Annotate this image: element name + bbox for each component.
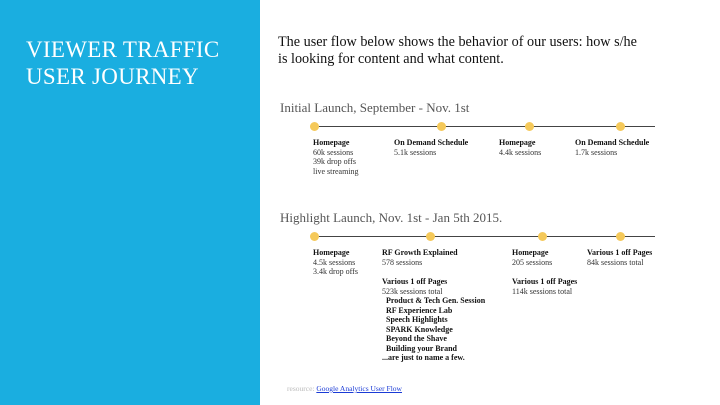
step-on-demand-schedule	[394, 138, 468, 157]
timeline-dot	[310, 122, 319, 131]
page-list-item: SPARK Knowledge	[386, 324, 453, 334]
sidebar-panel	[0, 0, 260, 405]
intro-line-1: The user flow below shows the behavior of our users: how s/he	[278, 34, 637, 50]
page-list-item: RF Experience Lab	[386, 305, 453, 315]
timeline-dot	[616, 232, 625, 241]
step-label: Various 1 off Pages	[587, 248, 653, 257]
timeline-dot	[426, 232, 435, 241]
section-initial-launch-title: Initial Launch, September - Nov. 1st	[280, 100, 470, 115]
page-list-note: ...are just to name a few.	[382, 353, 465, 362]
step-label: Homepage	[313, 248, 350, 257]
step-label: Various 1 off Pages	[512, 277, 578, 286]
section-highlight-launch-title: Highlight Launch, Nov. 1st - Jan 5th 2015.	[280, 210, 503, 225]
step-detail: 523k sessions total	[382, 286, 443, 296]
timeline-dot	[310, 232, 319, 241]
step-detail: 39k drop offs	[313, 157, 356, 166]
step-detail: 60k sessions	[313, 147, 354, 157]
step-label: Homepage	[313, 138, 350, 147]
step-detail: 4.4k sessions	[499, 147, 542, 157]
step-detail: 1.7k sessions	[575, 147, 618, 157]
timeline-dot	[616, 122, 625, 131]
step-homepage	[313, 248, 358, 277]
source-link[interactable]: Google Analytics User Flow	[316, 384, 402, 393]
source-citation	[287, 384, 402, 393]
page-list-item: Product & Tech Gen. Session	[386, 296, 486, 305]
page-list-item: Speech Highlights	[386, 315, 448, 324]
step-detail: 4.5k sessions	[313, 257, 356, 267]
step-label: On Demand Schedule	[575, 138, 650, 147]
step-homepage	[512, 248, 552, 267]
step-detail: 5.1k sessions	[394, 147, 437, 157]
slide-title-line-1: VIEWER TRAFFIC	[26, 37, 220, 62]
step-rf-growth-explained	[382, 248, 458, 267]
slide-title	[26, 36, 246, 90]
step-detail: 84k sessions total	[587, 257, 644, 267]
step-various-pages	[587, 248, 652, 267]
step-on-demand-schedule	[575, 138, 649, 157]
step-label: Various 1 off Pages	[382, 277, 448, 286]
step-detail: 114k sessions total	[512, 286, 573, 296]
source-prefix: resource:	[287, 384, 315, 393]
timeline-dot	[437, 122, 446, 131]
step-detail: live streaming	[313, 166, 359, 176]
step-label: RF Growth Explained	[382, 248, 458, 257]
timeline-initial-launch	[314, 126, 655, 127]
page-list-item: Building your Brand	[386, 343, 457, 353]
timeline-dot	[538, 232, 547, 241]
step-detail: 205 sessions	[512, 257, 553, 267]
intro-text	[278, 34, 698, 68]
step-label: Homepage	[499, 138, 536, 147]
step-detail: 578 sessions	[382, 257, 423, 267]
timeline-dot	[525, 122, 534, 131]
intro-line-2: is looking for content and what content.	[278, 51, 504, 67]
step-homepage	[499, 138, 541, 157]
timeline-highlight-launch	[314, 236, 655, 237]
step-label: On Demand Schedule	[394, 138, 469, 147]
page-list-item: Beyond the Shave	[386, 334, 447, 343]
step-various-pages	[382, 277, 485, 363]
step-various-pages	[512, 277, 577, 296]
step-detail: 3.4k drop offs	[313, 267, 358, 276]
slide-title-line-2: USER JOURNEY	[26, 64, 199, 89]
step-homepage	[313, 138, 359, 176]
step-label: Homepage	[512, 248, 549, 257]
